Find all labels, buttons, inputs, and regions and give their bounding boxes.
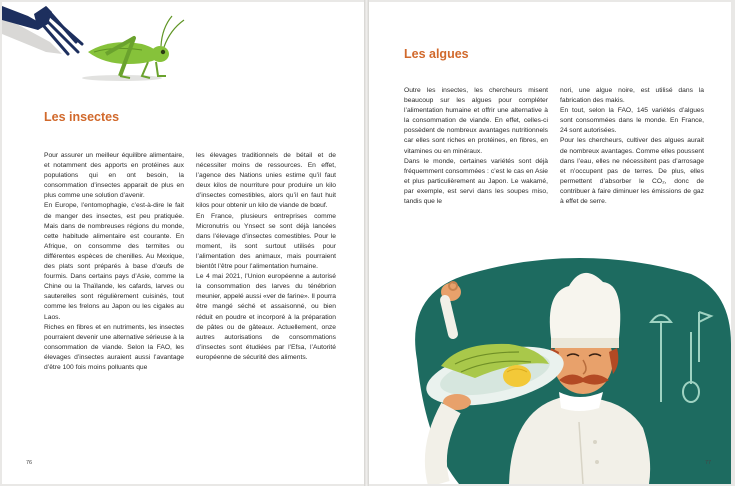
paragraph: En tout, selon la FAO, 145 variétés d’algues sont consommées dans le monde. En France, 24 sont autorisées. — [560, 107, 704, 135]
paragraph: Outre les insectes, les chercheurs misent beaucoup sur les algues pour compléter l’alimentation humaine et offrir une alternative à la consommation de viande. En effet, celles-ci possèdent de nombreux avantages nutritionnels car elles sont riches en protéines, en fibres, en vitamines ou en minéraux. — [404, 87, 548, 155]
page-number-left: 76 — [26, 460, 33, 466]
left-page — [2, 2, 364, 484]
left-column-1 — [44, 151, 184, 373]
fork-grasshopper-illustration — [2, 2, 202, 92]
left-column-2 — [196, 151, 336, 363]
right-column-2 — [560, 86, 704, 207]
right-page — [369, 2, 731, 484]
paragraph: Le 4 mai 2021, l’Union européenne a autorisé la consommation des larves du ténébrion meunier, appelé aussi «ver de farine». Il pourra être mangé séché et assaisonné, ou bien réduit en poudre et incorporé à la préparation de pâtes ou de gâteaux. Actuellement, onze autres autorisations de consommations d’insectes sont étudiées par l’Efsa, l’Autorité européenne de sécurité des aliments. — [196, 273, 336, 361]
paragraph: Pour les chercheurs, cultiver des algues aurait de nombreux avantages. Comme elles poussent dans l’eau, elles ne nécessitent pas d’arrosage et n’occupent pas de terres. De plus, elles permettent d’absorber le CO₂, donc de contribuer à faire diminuer les émissions de gaz à effet de serre. — [560, 137, 704, 206]
right-column-1 — [404, 86, 548, 207]
section-heading-algues: Les algues — [404, 47, 469, 61]
paragraph: En Europe, l’entomophagie, c’est-à-dire le fait de manger des insectes, est peu pratiquée. Mais dans de nombreuses régions du monde, cette habitude alimentaire est courante. En Afrique, on consomme des termites ou différentes espèces de chenilles. Au Mexique, des plats sont préparés à base d’œufs de fourmis. Dans certains pays d’Asie, comme la Chine ou la Thaïlande, les cafards, larves ou sauterelles sont régulièrement cuisinés, tout comme les frelons au Japon ou les cigales au Laos. — [44, 202, 184, 321]
paragraph: nori, une algue noire, est utilisé dans la fabrication des makis. — [560, 87, 704, 105]
paragraph: Dans le monde, certaines variétés sont déjà fréquemment consommées : c’est le cas en Asie et plus particulièrement au Japon. Le wakamé, par exemple, est servi dans les soupes miso, tandis que le — [404, 157, 548, 206]
paragraph: Pour assurer un meilleur équilibre alimentaire, et notamment des apports en protéines aux populations qui en ont besoin, la consommation d’insectes apparait de plus en plus comme une solution d’avenir. — [44, 152, 184, 200]
paragraph: Riches en fibres et en nutriments, les insectes pourraient devenir une alternative sérieuse à la consommation de viande. Selon la FAO, les élevages d’insectes auraient aussi l’avantage d’être 100 fois moins polluants que — [44, 323, 184, 371]
page-number-right: 77 — [705, 460, 712, 466]
paragraph: les élevages traditionnels de bétail et de nécessiter moins de ressources. En effet, l’agence des Nations unies estime qu’il faut deux kilos de nourriture pour produire un kilo d’insectes comestibles, alors qu’il en faut huit kilos pour obtenir un kilo de viande de bœuf. — [196, 152, 336, 210]
section-heading-insectes: Les insectes — [44, 110, 120, 124]
chef-with-seaweed-plate-illustration — [399, 252, 731, 484]
paragraph: En France, plusieurs entreprises comme Micronutris ou Ynsect se sont déjà lancées dans l’élevage d’insectes comestibles. Pour le moment, ils sont surtout utilisés pour l’alimentation des animaux, mais pourraient bientôt l’être pour l’alimentation humaine. — [196, 212, 336, 271]
